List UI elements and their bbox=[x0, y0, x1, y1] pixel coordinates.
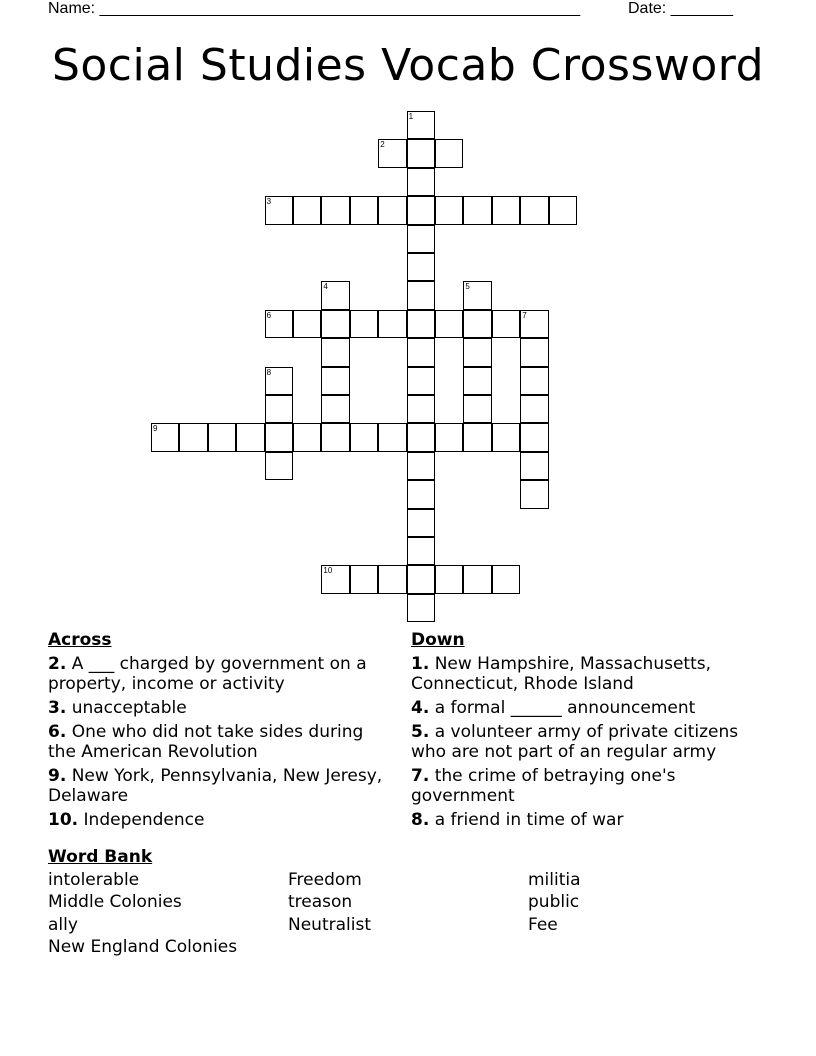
crossword-cell[interactable] bbox=[407, 537, 435, 565]
crossword-cell[interactable] bbox=[407, 281, 435, 309]
clue-number: 7. bbox=[411, 766, 430, 786]
clue-text: the crime of betraying one's government bbox=[411, 766, 676, 806]
crossword-cell[interactable] bbox=[463, 395, 491, 423]
crossword-cell[interactable] bbox=[407, 196, 435, 224]
crossword-cell[interactable] bbox=[378, 139, 406, 167]
crossword-cell[interactable] bbox=[265, 452, 293, 480]
clue-number: 6. bbox=[48, 722, 67, 742]
cell-number: 3 bbox=[266, 197, 272, 207]
word-bank-column bbox=[528, 869, 581, 937]
crossword-cell[interactable] bbox=[265, 367, 293, 395]
crossword-cell[interactable] bbox=[265, 395, 293, 423]
crossword-cell[interactable] bbox=[321, 367, 349, 395]
crossword-cell[interactable] bbox=[407, 565, 435, 593]
crossword-cell[interactable] bbox=[463, 338, 491, 366]
crossword-cell[interactable] bbox=[350, 565, 378, 593]
clue-text: a formal ______ announcement bbox=[434, 698, 696, 718]
crossword-cell[interactable] bbox=[350, 423, 378, 451]
crossword-cell[interactable] bbox=[435, 423, 463, 451]
crossword-cell[interactable] bbox=[407, 338, 435, 366]
word-bank-item: ally bbox=[48, 914, 78, 935]
crossword-cell[interactable] bbox=[520, 452, 548, 480]
clue-text: A ___ charged by government on a property, income or activity bbox=[48, 654, 367, 694]
crossword-cell[interactable] bbox=[435, 565, 463, 593]
crossword-cell[interactable] bbox=[236, 423, 264, 451]
word-bank-item: Freedom bbox=[288, 869, 362, 890]
clue-number: 5. bbox=[411, 722, 430, 742]
word-bank-item: militia bbox=[528, 869, 581, 890]
clue-number: 4. bbox=[411, 698, 430, 718]
crossword-cell[interactable] bbox=[520, 367, 548, 395]
crossword-cell[interactable] bbox=[321, 281, 349, 309]
clue-text: New Hampshire, Massachusetts, Connecticut, Rhode Island bbox=[411, 654, 711, 694]
clue-text: unacceptable bbox=[71, 698, 187, 718]
crossword-cell[interactable] bbox=[208, 423, 236, 451]
crossword-cell[interactable] bbox=[321, 338, 349, 366]
clue-text: a volunteer army of private citizens who are not part of an regular army bbox=[411, 722, 739, 762]
word-bank-item: Neutralist bbox=[288, 914, 371, 935]
clue-number: 8. bbox=[411, 810, 430, 830]
word-bank-item: New England Colonies bbox=[48, 937, 238, 958]
cell-number: 2 bbox=[380, 140, 385, 150]
crossword-cell[interactable] bbox=[492, 565, 520, 593]
crossword-cell[interactable] bbox=[378, 310, 406, 338]
crossword-cell[interactable] bbox=[520, 310, 548, 338]
crossword-cell[interactable] bbox=[463, 310, 491, 338]
clue-text: a friend in time of war bbox=[434, 810, 624, 830]
cell-number: 7 bbox=[522, 310, 527, 320]
crossword-cell[interactable] bbox=[463, 367, 491, 395]
clue-text: Independence bbox=[83, 810, 205, 830]
word-bank-item: Fee bbox=[528, 914, 558, 935]
down-clue bbox=[411, 810, 771, 830]
clue-number: 10. bbox=[48, 810, 79, 830]
crossword-cell[interactable] bbox=[463, 281, 491, 309]
crossword-cell[interactable] bbox=[407, 423, 435, 451]
word-bank-item: intolerable bbox=[48, 869, 140, 890]
clue-number: 3. bbox=[48, 698, 67, 718]
across-clue bbox=[48, 698, 388, 718]
crossword-cell[interactable] bbox=[378, 423, 406, 451]
crossword-cell[interactable] bbox=[407, 509, 435, 537]
crossword-cell[interactable] bbox=[321, 395, 349, 423]
crossword-cell[interactable] bbox=[321, 565, 349, 593]
crossword-cell[interactable] bbox=[321, 196, 349, 224]
word-bank-column bbox=[288, 869, 371, 937]
crossword-cell[interactable] bbox=[378, 565, 406, 593]
crossword-cell[interactable] bbox=[321, 423, 349, 451]
cell-number: 1 bbox=[408, 112, 414, 121]
crossword-cell[interactable] bbox=[492, 423, 520, 451]
down-clues bbox=[411, 630, 771, 834]
crossword-cell[interactable] bbox=[293, 310, 321, 338]
crossword-cell[interactable] bbox=[520, 338, 548, 366]
crossword-cell[interactable] bbox=[179, 423, 207, 451]
crossword-cell[interactable] bbox=[407, 594, 435, 622]
crossword-cell[interactable] bbox=[321, 310, 349, 338]
word-bank-item: Middle Colonies bbox=[48, 892, 182, 913]
crossword-cell[interactable] bbox=[265, 423, 293, 451]
crossword-cell[interactable] bbox=[407, 310, 435, 338]
crossword-cell[interactable] bbox=[463, 196, 491, 224]
down-clue bbox=[411, 722, 771, 762]
cell-number: 10 bbox=[323, 566, 333, 576]
crossword-cell[interactable] bbox=[293, 196, 321, 224]
word-bank-column bbox=[48, 869, 237, 959]
clue-number: 2. bbox=[48, 654, 67, 674]
word-bank bbox=[48, 846, 768, 958]
crossword-cell[interactable] bbox=[407, 139, 435, 167]
crossword-cell[interactable] bbox=[435, 196, 463, 224]
crossword-cell[interactable] bbox=[549, 196, 577, 224]
crossword-cell[interactable] bbox=[407, 480, 435, 508]
word-bank-item: public bbox=[528, 892, 580, 913]
crossword-cell[interactable] bbox=[265, 310, 293, 338]
crossword-cell[interactable] bbox=[520, 480, 548, 508]
crossword-cell[interactable] bbox=[435, 310, 463, 338]
down-heading: Down bbox=[411, 630, 465, 650]
clue-text: One who did not take sides during the American Revolution bbox=[48, 722, 364, 762]
cell-number: 8 bbox=[266, 367, 272, 377]
crossword-cell[interactable] bbox=[520, 423, 548, 451]
crossword-cell[interactable] bbox=[350, 196, 378, 224]
crossword-cell[interactable] bbox=[407, 253, 435, 281]
crossword-cell[interactable] bbox=[407, 367, 435, 395]
crossword-cell[interactable] bbox=[407, 168, 435, 196]
crossword-cell[interactable] bbox=[407, 395, 435, 423]
word-bank-item: treason bbox=[288, 892, 353, 913]
down-clue bbox=[411, 766, 771, 806]
crossword-cell[interactable] bbox=[435, 139, 463, 167]
crossword-cell[interactable] bbox=[520, 395, 548, 423]
crossword-cell[interactable] bbox=[407, 452, 435, 480]
across-clue bbox=[48, 654, 388, 694]
crossword-cell[interactable] bbox=[520, 196, 548, 224]
crossword-cell[interactable] bbox=[407, 111, 435, 139]
across-clue bbox=[48, 722, 388, 762]
crossword-cell[interactable] bbox=[463, 565, 491, 593]
clue-number: 9. bbox=[48, 766, 67, 786]
date-field-label[interactable]: Date: _______ bbox=[628, 0, 733, 17]
cell-number: 4 bbox=[323, 282, 328, 292]
down-clue bbox=[411, 698, 771, 718]
name-field-label[interactable]: Name: ______________________________________________________ bbox=[48, 0, 581, 17]
crossword-cell[interactable] bbox=[492, 196, 520, 224]
cell-number: 5 bbox=[465, 282, 470, 292]
crossword-cell[interactable] bbox=[151, 423, 179, 451]
clue-number: 1. bbox=[411, 654, 430, 674]
crossword-cell[interactable] bbox=[293, 423, 321, 451]
across-heading: Across bbox=[48, 630, 112, 650]
across-clues bbox=[48, 630, 388, 834]
page-title: Social Studies Vocab Crossword bbox=[51, 40, 765, 91]
crossword-cell[interactable] bbox=[463, 423, 491, 451]
crossword-cell[interactable] bbox=[265, 196, 293, 224]
crossword-cell[interactable] bbox=[492, 310, 520, 338]
cell-number: 6 bbox=[266, 310, 272, 320]
cell-number: 9 bbox=[153, 424, 158, 434]
crossword-cell[interactable] bbox=[407, 225, 435, 253]
down-clue bbox=[411, 654, 771, 694]
across-clue bbox=[48, 766, 388, 806]
across-clue bbox=[48, 810, 388, 830]
crossword-cell[interactable] bbox=[378, 196, 406, 224]
word-bank-heading: Word Bank bbox=[48, 847, 153, 867]
crossword-cell[interactable] bbox=[350, 310, 378, 338]
clue-text: New York, Pennsylvania, New Jeresy, Delaware bbox=[48, 766, 383, 806]
